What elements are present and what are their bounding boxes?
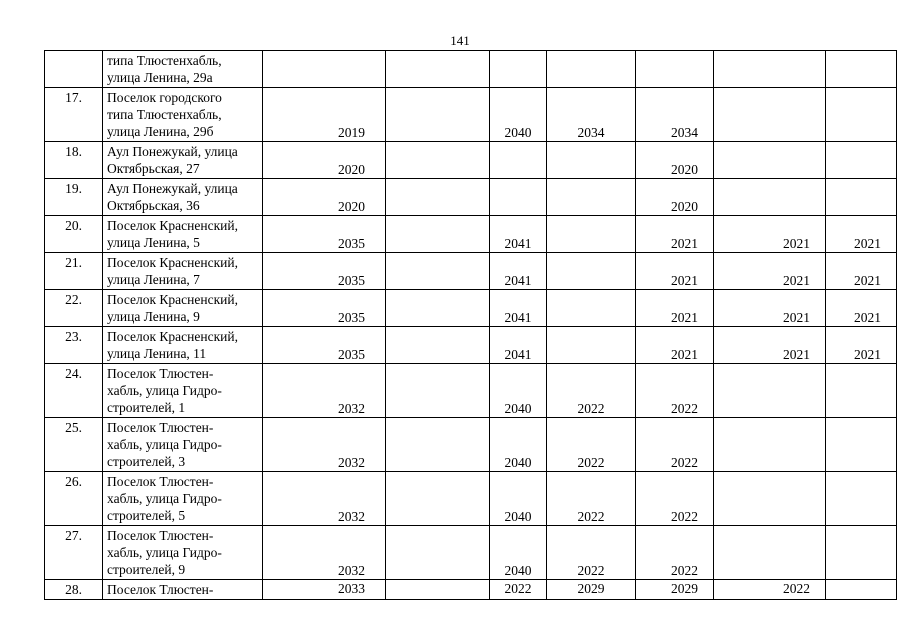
- year-cell-y3: [490, 51, 547, 88]
- address-line: Поселок Тлюстен-: [107, 420, 214, 435]
- year-cell-y6: [714, 142, 826, 179]
- table-body: [45, 51, 897, 600]
- year-cell-y6: [714, 418, 826, 472]
- table-row: [45, 364, 897, 418]
- row-number-cell: 23.: [45, 327, 103, 364]
- address-line: строителей, 9: [107, 562, 186, 577]
- address-line: Поселок Тлюстен-: [107, 528, 214, 543]
- table-row: [45, 580, 897, 600]
- year-cell-y7: [826, 179, 897, 216]
- year-cell-y4: 2022: [547, 472, 636, 526]
- table-row: [45, 51, 897, 88]
- address-line: хабль, улица Гидро-: [107, 545, 222, 560]
- year-cell-y2: [386, 580, 490, 600]
- page-number: 141: [450, 33, 470, 48]
- year-cell-y4: 2022: [547, 364, 636, 418]
- address-line: улица Ленина, 5: [107, 235, 200, 250]
- year-cell-y6: 2021: [714, 290, 826, 327]
- year-cell-y3: 2040: [490, 472, 547, 526]
- year-cell-y2: [386, 526, 490, 580]
- year-cell-y4: 2022: [547, 526, 636, 580]
- address-line: Октябрьская, 36: [107, 198, 200, 213]
- address-line: улица Ленина, 29а: [107, 70, 213, 85]
- year-cell-y1: 2032: [263, 526, 386, 580]
- year-cell-y6: [714, 179, 826, 216]
- address-cell: [103, 142, 263, 179]
- year-cell-y1: 2020: [263, 142, 386, 179]
- year-cell-y5: 2021: [636, 290, 714, 327]
- year-cell-y4: [547, 290, 636, 327]
- row-number-cell: 22.: [45, 290, 103, 327]
- address-cell: [103, 327, 263, 364]
- year-cell-y3: 2040: [490, 418, 547, 472]
- address-line: улица Ленина, 29б: [107, 124, 214, 139]
- year-cell-y6: [714, 472, 826, 526]
- year-cell-y2: [386, 179, 490, 216]
- year-cell-y1: 2035: [263, 327, 386, 364]
- year-cell-y4: [547, 142, 636, 179]
- year-cell-y5: 2022: [636, 472, 714, 526]
- year-cell-y3: 2041: [490, 290, 547, 327]
- year-cell-y4: [547, 327, 636, 364]
- year-cell-y6: 2022: [714, 580, 826, 600]
- year-cell-y6: [714, 51, 826, 88]
- address-line: Поселок городского: [107, 90, 222, 105]
- address-line: типа Тлюстенхабль,: [107, 107, 222, 122]
- address-line: типа Тлюстенхабль,: [107, 53, 222, 68]
- address-cell: [103, 216, 263, 253]
- year-cell-y5: 2022: [636, 418, 714, 472]
- address-cell: [103, 290, 263, 327]
- year-cell-y2: [386, 472, 490, 526]
- year-cell-y1: 2032: [263, 472, 386, 526]
- year-cell-y4: [547, 179, 636, 216]
- year-cell-y6: [714, 526, 826, 580]
- year-cell-y7: [826, 364, 897, 418]
- address-line: строителей, 5: [107, 508, 186, 523]
- repair-schedule-table: [44, 50, 897, 600]
- year-cell-y5: 2022: [636, 526, 714, 580]
- address-line: улица Ленина, 7: [107, 272, 200, 287]
- year-cell-y2: [386, 364, 490, 418]
- year-cell-y6: [714, 88, 826, 142]
- year-cell-y2: [386, 216, 490, 253]
- year-cell-y1: 2035: [263, 216, 386, 253]
- year-cell-y5: 2020: [636, 179, 714, 216]
- year-cell-y7: [826, 88, 897, 142]
- year-cell-y2: [386, 142, 490, 179]
- row-number-cell: 27.: [45, 526, 103, 580]
- year-cell-y6: [714, 364, 826, 418]
- address-line: строителей, 3: [107, 454, 186, 469]
- row-number-cell: 25.: [45, 418, 103, 472]
- year-cell-y3: 2040: [490, 88, 547, 142]
- year-cell-y7: [826, 51, 897, 88]
- year-cell-y3: 2022: [490, 580, 547, 600]
- year-cell-y4: 2034: [547, 88, 636, 142]
- address-line: Аул Понежукай, улица: [107, 181, 238, 196]
- table-row: [45, 253, 897, 290]
- year-cell-y5: 2029: [636, 580, 714, 600]
- year-cell-y4: 2029: [547, 580, 636, 600]
- year-cell-y3: 2041: [490, 253, 547, 290]
- year-cell-y5: 2021: [636, 253, 714, 290]
- address-cell: [103, 179, 263, 216]
- year-cell-y7: [826, 526, 897, 580]
- year-cell-y5: 2022: [636, 364, 714, 418]
- year-cell-y2: [386, 418, 490, 472]
- year-cell-y3: [490, 142, 547, 179]
- address-line: Поселок Красненский,: [107, 218, 238, 233]
- row-number-cell: 28.: [45, 580, 103, 600]
- year-cell-y4: [547, 253, 636, 290]
- address-cell: [103, 580, 263, 600]
- address-cell: [103, 88, 263, 142]
- address-line: Аул Понежукай, улица: [107, 144, 238, 159]
- row-number-cell: 19.: [45, 179, 103, 216]
- row-number-cell: 20.: [45, 216, 103, 253]
- year-cell-y2: [386, 253, 490, 290]
- row-number-cell: 17.: [45, 88, 103, 142]
- year-cell-y7: 2021: [826, 216, 897, 253]
- year-cell-y6: 2021: [714, 327, 826, 364]
- table-row: [45, 418, 897, 472]
- year-cell-y7: 2021: [826, 290, 897, 327]
- address-cell: [103, 364, 263, 418]
- address-line: Поселок Красненский,: [107, 292, 238, 307]
- year-cell-y1: [263, 51, 386, 88]
- row-number-cell: 24.: [45, 364, 103, 418]
- year-cell-y1: 2035: [263, 290, 386, 327]
- year-cell-y4: 2022: [547, 418, 636, 472]
- address-cell: [103, 253, 263, 290]
- year-cell-y1: 2019: [263, 88, 386, 142]
- year-cell-y1: 2035: [263, 253, 386, 290]
- year-cell-y4: [547, 51, 636, 88]
- table-row: [45, 216, 897, 253]
- address-line: Октябрьская, 27: [107, 161, 200, 176]
- year-cell-y1: 2020: [263, 179, 386, 216]
- table-row: [45, 290, 897, 327]
- year-cell-y7: [826, 142, 897, 179]
- year-cell-y3: 2041: [490, 327, 547, 364]
- address-cell: [103, 51, 263, 88]
- table-row: [45, 327, 897, 364]
- year-cell-y5: 2034: [636, 88, 714, 142]
- row-number-cell: 26.: [45, 472, 103, 526]
- year-cell-y5: 2020: [636, 142, 714, 179]
- address-line: Поселок Тлюстен-: [107, 366, 214, 381]
- year-cell-y5: 2021: [636, 216, 714, 253]
- address-line: улица Ленина, 9: [107, 309, 200, 324]
- year-cell-y1: 2033: [263, 580, 386, 600]
- year-cell-y7: 2021: [826, 327, 897, 364]
- year-cell-y2: [386, 88, 490, 142]
- address-line: Поселок Красненский,: [107, 329, 238, 344]
- address-line: Поселок Тлюстен-: [107, 582, 214, 597]
- year-cell-y3: 2041: [490, 216, 547, 253]
- row-number-cell: 21.: [45, 253, 103, 290]
- year-cell-y7: [826, 472, 897, 526]
- address-line: улица Ленина, 11: [107, 346, 207, 361]
- year-cell-y5: [636, 51, 714, 88]
- year-cell-y1: 2032: [263, 364, 386, 418]
- year-cell-y3: 2040: [490, 364, 547, 418]
- year-cell-y3: [490, 179, 547, 216]
- address-cell: [103, 472, 263, 526]
- table-row: [45, 472, 897, 526]
- year-cell-y2: [386, 51, 490, 88]
- year-cell-y4: [547, 216, 636, 253]
- year-cell-y2: [386, 290, 490, 327]
- year-cell-y7: [826, 418, 897, 472]
- address-line: хабль, улица Гидро-: [107, 491, 222, 506]
- address-line: хабль, улица Гидро-: [107, 383, 222, 398]
- address-line: хабль, улица Гидро-: [107, 437, 222, 452]
- table-row: [45, 88, 897, 142]
- table-row: [45, 526, 897, 580]
- address-cell: [103, 418, 263, 472]
- table-row: [45, 142, 897, 179]
- year-cell-y7: 2021: [826, 253, 897, 290]
- year-cell-y6: 2021: [714, 216, 826, 253]
- year-cell-y6: 2021: [714, 253, 826, 290]
- year-cell-y1: 2032: [263, 418, 386, 472]
- row-number-cell: 18.: [45, 142, 103, 179]
- address-line: строителей, 1: [107, 400, 186, 415]
- year-cell-y7: [826, 580, 897, 600]
- table-row: [45, 179, 897, 216]
- row-number-cell: [45, 51, 103, 88]
- year-cell-y2: [386, 327, 490, 364]
- address-line: Поселок Тлюстен-: [107, 474, 214, 489]
- year-cell-y3: 2040: [490, 526, 547, 580]
- address-cell: [103, 526, 263, 580]
- year-cell-y5: 2021: [636, 327, 714, 364]
- address-line: Поселок Красненский,: [107, 255, 238, 270]
